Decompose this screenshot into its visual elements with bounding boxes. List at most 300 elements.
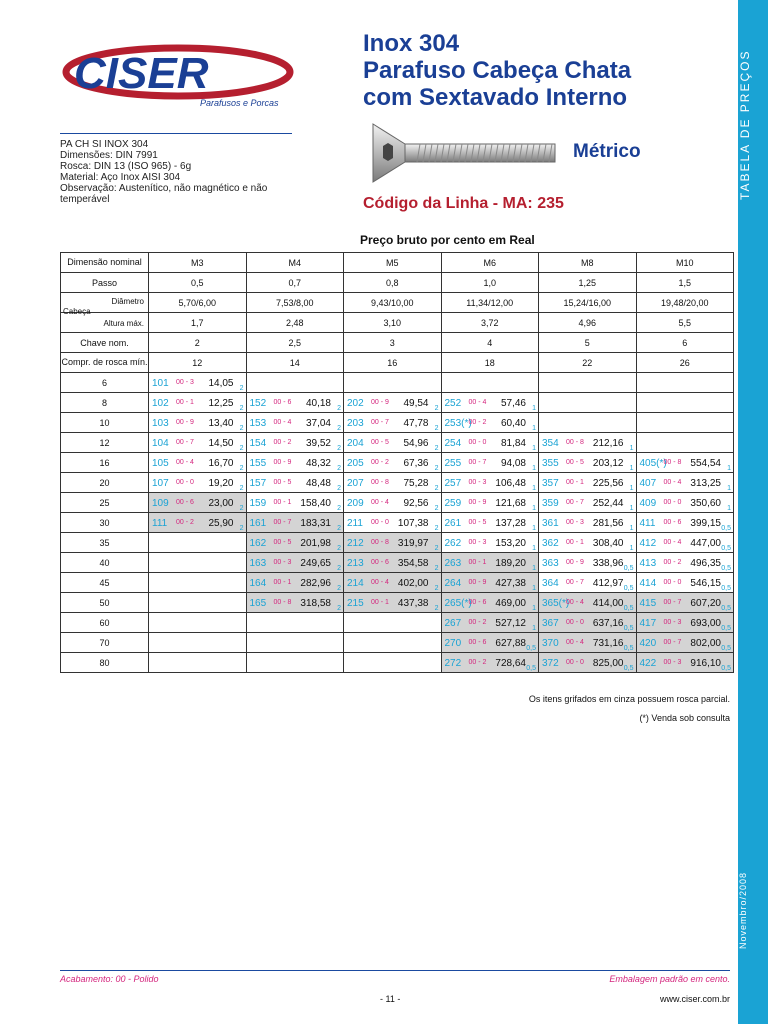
item-code: 213 [347, 558, 364, 569]
length-cell: 8 [61, 393, 149, 413]
length-cell: 80 [61, 653, 149, 673]
label-chave: Chave nom. [61, 333, 149, 353]
price-cell [344, 493, 442, 513]
price-cell [149, 593, 247, 613]
price-entry-partial-thread [442, 553, 539, 572]
item-code: 363 [542, 558, 559, 569]
price-value: 106,48 [495, 478, 526, 489]
check-digit: 00 - 4 [371, 579, 389, 586]
price-cell [246, 453, 344, 473]
price-entry [442, 413, 539, 432]
price-value: 67,36 [403, 458, 429, 469]
pack-size: 0,5 [526, 665, 536, 672]
check-digit: 00 - 9 [273, 459, 292, 466]
check-digit: 00 - 9 [468, 579, 487, 586]
price-cell [246, 593, 344, 613]
check-digit: 00 - 2 [468, 619, 487, 626]
price-entry-partial-thread [247, 553, 344, 572]
price-entry [637, 473, 734, 492]
check-digit: 00 - 0 [371, 519, 389, 526]
price-cell [246, 433, 344, 453]
price-value: 137,28 [495, 518, 526, 529]
length-cell: 70 [61, 633, 149, 653]
price-value: 47,78 [403, 418, 429, 429]
item-code: 261 [444, 518, 462, 529]
price-value: 153,20 [495, 538, 526, 549]
price-cell [539, 413, 637, 433]
price-value: 354,58 [397, 558, 429, 569]
check-digit: 00 - 6 [371, 559, 389, 566]
length-cell: 25 [61, 493, 149, 513]
price-cell [149, 433, 247, 453]
comprosca-value: 12 [149, 353, 247, 373]
price-entry-partial-thread [637, 613, 734, 632]
price-value: 158,40 [300, 498, 331, 509]
pack-size: 1 [532, 445, 536, 452]
pack-size: 1 [629, 545, 634, 552]
price-value: 437,38 [397, 598, 429, 609]
item-code: 157 [249, 478, 267, 489]
price-cell [149, 613, 247, 633]
check-digit: 00 - 4 [663, 539, 682, 546]
price-entry [149, 373, 246, 392]
passo-value: 0,7 [246, 273, 344, 293]
price-entry [539, 453, 636, 472]
price-entry-partial-thread [539, 593, 636, 612]
price-value: 527,12 [495, 618, 526, 629]
price-entry-partial-thread [637, 593, 734, 612]
price-entry [637, 553, 734, 572]
pack-size: 2 [434, 565, 439, 572]
item-code: 253(*) [444, 418, 472, 429]
altura-value: 5,5 [636, 313, 734, 333]
item-code: 111 [152, 518, 168, 529]
price-value: 338,96 [592, 558, 624, 569]
spec-line: PA CH SI INOX 304 [60, 139, 149, 150]
pack-size: 1 [629, 485, 634, 492]
pack-size: 2 [337, 405, 341, 412]
price-cell [246, 373, 344, 393]
price-entry [442, 473, 539, 492]
item-code: 361 [542, 518, 559, 529]
price-cell [636, 533, 734, 553]
diametro-value: 19,48/20,00 [636, 293, 734, 313]
price-cell [539, 473, 637, 493]
price-value: 402,00 [397, 578, 429, 589]
row-passo [61, 273, 734, 293]
pack-size: 0,5 [623, 645, 634, 652]
length-cell: 20 [61, 473, 149, 493]
check-digit: 00 - 1 [273, 499, 292, 506]
price-cell [539, 553, 637, 573]
altura-value: 1,7 [149, 313, 247, 333]
pack-size: 1 [532, 405, 536, 412]
item-code: 105 [152, 458, 169, 469]
check-digit: 00 - 2 [468, 659, 487, 666]
price-cell [149, 553, 247, 573]
check-digit: 00 - 1 [273, 579, 292, 586]
altura-value: 2,48 [246, 313, 344, 333]
price-value: 48,48 [305, 478, 331, 489]
date-label: Novembro/2008 [738, 871, 748, 949]
pack-size: 2 [337, 465, 341, 472]
price-cell [636, 573, 734, 593]
price-cell [344, 513, 442, 533]
price-entry [637, 573, 734, 592]
check-digit: 00 - 7 [176, 439, 194, 446]
price-entry [149, 473, 246, 492]
price-cell [636, 653, 734, 673]
price-cell [539, 373, 637, 393]
price-entry [539, 513, 636, 532]
price-cell [149, 413, 247, 433]
pack-size: 2 [337, 445, 341, 452]
price-cell [344, 593, 442, 613]
check-digit: 00 - 8 [663, 459, 682, 466]
price-entry [344, 453, 441, 472]
label-diametro: Diâmetro [111, 297, 144, 306]
price-value: 203,12 [592, 458, 624, 469]
item-code: 372 [542, 658, 559, 669]
price-entry-partial-thread [247, 513, 344, 532]
altura-value: 3,10 [344, 313, 442, 333]
price-entry [442, 533, 539, 552]
label-passo: Passo [61, 273, 149, 293]
price-cell [539, 533, 637, 553]
page-title [363, 30, 733, 111]
price-cell [539, 493, 637, 513]
price-value: 249,65 [300, 558, 331, 569]
check-digit: 00 - 0 [176, 479, 194, 486]
pack-size: 1 [532, 465, 536, 472]
price-value: 92,56 [403, 498, 429, 509]
price-cell [246, 533, 344, 553]
line-code: Código da Linha - MA: 235 [363, 195, 564, 212]
price-cell [149, 473, 247, 493]
size-header: M6 [441, 253, 539, 273]
price-value: 225,56 [592, 478, 624, 489]
item-code: 262 [444, 538, 462, 549]
price-cell [344, 433, 442, 453]
price-cell [344, 393, 442, 413]
pack-size: 2 [434, 425, 439, 432]
price-entry [539, 553, 636, 572]
pack-size: 0,5 [721, 525, 731, 532]
check-digit: 00 - 7 [273, 519, 292, 526]
check-digit: 00 - 4 [663, 479, 682, 486]
item-code: 405(*) [639, 458, 667, 469]
row-diametro [61, 293, 734, 313]
price-cell [539, 433, 637, 453]
title-line-3: com Sextavado Interno [363, 84, 628, 111]
pack-size: 1 [629, 505, 634, 512]
price-value: 318,58 [300, 598, 331, 609]
price-cell [246, 573, 344, 593]
price-value: 25,90 [208, 518, 234, 529]
size-header: M3 [149, 253, 247, 273]
logo-graphic [60, 40, 295, 110]
item-code: 412 [639, 538, 657, 549]
price-entry-partial-thread [442, 593, 539, 612]
comprosca-value: 26 [636, 353, 734, 373]
diametro-value: 5,70/6,00 [149, 293, 247, 313]
price-entry-partial-thread [149, 513, 246, 532]
price-entry-partial-thread [247, 533, 344, 552]
check-digit: 00 - 3 [468, 479, 487, 486]
pack-size: 1 [629, 525, 634, 532]
pack-size: 0,5 [623, 605, 634, 612]
item-code: 259 [444, 498, 462, 509]
item-code: 154 [249, 438, 267, 449]
check-digit: 00 - 1 [371, 599, 389, 606]
price-entry [247, 393, 344, 412]
price-cell [246, 473, 344, 493]
chave-value: 2,5 [246, 333, 344, 353]
check-digit: 00 - 2 [371, 459, 389, 466]
side-tab [738, 0, 768, 1024]
pack-size: 2 [434, 545, 439, 552]
price-value: 412,97 [592, 578, 624, 589]
item-code: 370 [542, 638, 559, 649]
price-cell [441, 493, 539, 513]
price-value: 60,40 [500, 418, 526, 429]
table-row [61, 573, 734, 593]
check-digit: 00 - 3 [273, 559, 292, 566]
item-code: 164 [249, 578, 267, 589]
price-cell [441, 453, 539, 473]
price-value: 189,20 [495, 558, 526, 569]
price-entry [442, 393, 539, 412]
spec-line: temperável [60, 194, 110, 205]
price-entry [149, 433, 246, 452]
length-cell: 10 [61, 413, 149, 433]
altura-value: 3,72 [441, 313, 539, 333]
chave-value: 5 [539, 333, 637, 353]
price-value: 40,18 [305, 398, 331, 409]
table-row [61, 453, 734, 473]
pack-size: 2 [434, 585, 439, 592]
item-code: 209 [347, 498, 364, 509]
chave-value: 2 [149, 333, 247, 353]
price-cell [441, 633, 539, 653]
check-digit: 00 - 4 [371, 499, 389, 506]
length-cell: 16 [61, 453, 149, 473]
price-value: 48,32 [305, 458, 331, 469]
check-digit: 00 - 3 [176, 379, 194, 386]
pack-size: 2 [239, 425, 244, 432]
price-caption: Preço bruto por cento em Real [360, 233, 535, 247]
price-cell [636, 453, 734, 473]
passo-value: 1,0 [441, 273, 539, 293]
price-cell [636, 593, 734, 613]
price-cell [149, 653, 247, 673]
pack-size: 2 [337, 605, 341, 612]
price-entry-partial-thread [149, 493, 246, 512]
metric-label: Métrico [573, 141, 641, 162]
table-row [61, 613, 734, 633]
chave-value: 3 [344, 333, 442, 353]
consult-note: (*) Venda sob consulta [639, 713, 730, 723]
passo-value: 1,5 [636, 273, 734, 293]
table-row [61, 633, 734, 653]
check-digit: 00 - 1 [176, 399, 194, 406]
price-entry [344, 393, 441, 412]
price-cell [441, 653, 539, 673]
price-cell [246, 653, 344, 673]
pack-size: 2 [239, 525, 244, 532]
pack-size: 1 [532, 525, 536, 532]
finish-note: Acabamento: 00 - Polido [60, 974, 159, 984]
check-digit: 00 - 0 [663, 579, 682, 586]
check-digit: 00 - 6 [468, 639, 487, 646]
comprosca-value: 16 [344, 353, 442, 373]
check-digit: 00 - 6 [176, 499, 194, 506]
price-cell [344, 533, 442, 553]
price-cell [636, 393, 734, 413]
price-table [60, 252, 734, 673]
pack-size: 1 [532, 625, 536, 632]
item-code: 205 [347, 458, 364, 469]
price-entry [344, 433, 441, 452]
check-digit: 00 - 7 [566, 579, 584, 586]
check-digit: 00 - 9 [371, 399, 389, 406]
pack-size: 2 [337, 565, 341, 572]
check-digit: 00 - 8 [273, 599, 292, 606]
price-value: 728,64 [495, 658, 526, 669]
price-value: 469,00 [495, 598, 526, 609]
pack-size: 2 [337, 585, 341, 592]
item-code: 102 [152, 398, 169, 409]
item-code: 267 [444, 618, 462, 629]
price-cell [539, 633, 637, 653]
price-value: 212,16 [592, 438, 624, 449]
price-value: 916,10 [690, 658, 721, 669]
pack-size: 0,5 [623, 565, 634, 572]
pack-size: 1 [727, 465, 731, 472]
price-entry [442, 433, 539, 452]
price-cell [539, 393, 637, 413]
item-code: 165 [249, 598, 267, 609]
title-line-2: Parafuso Cabeça Chata [363, 57, 632, 84]
pack-size: 1 [629, 465, 634, 472]
price-cell [441, 513, 539, 533]
item-code: 415 [639, 598, 657, 609]
website-link[interactable]: www.ciser.com.br [659, 994, 730, 1004]
price-cell [539, 613, 637, 633]
item-code: 215 [347, 598, 364, 609]
pack-size: 2 [337, 485, 341, 492]
pack-size: 1 [727, 485, 731, 492]
label-comprosca: Compr. de rosca mín. [61, 353, 149, 373]
price-cell [539, 573, 637, 593]
check-digit: 00 - 5 [371, 439, 389, 446]
price-cell [246, 393, 344, 413]
pack-size: 0,5 [526, 645, 536, 652]
item-code: 103 [152, 418, 169, 429]
item-code: 152 [249, 398, 267, 409]
check-digit: 00 - 7 [371, 419, 389, 426]
check-digit: 00 - 5 [273, 539, 292, 546]
price-entry [247, 473, 344, 492]
pack-size: 0,5 [623, 625, 634, 632]
price-value: 121,68 [495, 498, 526, 509]
price-entry [344, 493, 441, 512]
item-code: 252 [444, 398, 462, 409]
item-code: 107 [152, 478, 169, 489]
price-entry [442, 493, 539, 512]
price-cell [246, 513, 344, 533]
comprosca-value: 22 [539, 353, 637, 373]
pack-size: 0,5 [721, 545, 731, 552]
price-value: 81,84 [500, 438, 526, 449]
price-entry [637, 453, 734, 472]
pack-size: 1 [727, 505, 731, 512]
length-cell: 45 [61, 573, 149, 593]
passo-value: 0,5 [149, 273, 247, 293]
spec-line: Observação: Austenítico, não magnético e não [60, 183, 268, 194]
price-cell [441, 393, 539, 413]
price-value: 12,25 [208, 398, 234, 409]
row-altura [61, 313, 734, 333]
check-digit: 00 - 7 [663, 599, 682, 606]
length-cell: 40 [61, 553, 149, 573]
size-header: M4 [246, 253, 344, 273]
item-code: 422 [639, 658, 657, 669]
price-cell [344, 413, 442, 433]
check-digit: 00 - 4 [176, 459, 194, 466]
price-cell [149, 453, 247, 473]
check-digit: 00 - 7 [566, 499, 584, 506]
logo-tagline: Parafusos e Porcas [200, 98, 279, 108]
item-code: 101 [152, 378, 169, 389]
price-entry-partial-thread [539, 633, 636, 652]
length-cell: 12 [61, 433, 149, 453]
check-digit: 00 - 4 [468, 399, 487, 406]
price-entry [149, 453, 246, 472]
packaging-note: Embalagem padrão em cento. [609, 974, 730, 984]
item-code: 207 [347, 478, 364, 489]
item-code: 413 [639, 558, 657, 569]
price-value: 319,97 [397, 538, 429, 549]
price-cell [636, 513, 734, 533]
pack-size: 0,5 [721, 625, 731, 632]
price-value: 427,38 [495, 578, 526, 589]
check-digit: 00 - 2 [468, 419, 487, 426]
price-value: 802,00 [690, 638, 721, 649]
pack-size: 2 [239, 505, 244, 512]
spec-line: Dimensões: DIN 7991 [60, 150, 158, 161]
price-value: 308,40 [592, 538, 624, 549]
passo-value: 0,8 [344, 273, 442, 293]
altura-value: 4,96 [539, 313, 637, 333]
length-cell: 6 [61, 373, 149, 393]
item-code: 104 [152, 438, 169, 449]
price-cell [246, 493, 344, 513]
spec-line: Rosca: DIN 13 (ISO 965) - 6g [60, 161, 192, 172]
diametro-value: 7,53/8,00 [246, 293, 344, 313]
pack-size: 0,5 [721, 665, 731, 672]
check-digit: 00 - 1 [566, 479, 584, 486]
check-digit: 00 - 8 [371, 479, 389, 486]
item-code: 211 [347, 518, 363, 529]
table-row [61, 593, 734, 613]
pack-size: 1 [532, 545, 536, 552]
price-cell [246, 613, 344, 633]
pack-size: 1 [532, 585, 536, 592]
item-code: 263 [444, 558, 462, 569]
pack-size: 0,5 [721, 565, 731, 572]
price-value: 107,38 [397, 518, 429, 529]
